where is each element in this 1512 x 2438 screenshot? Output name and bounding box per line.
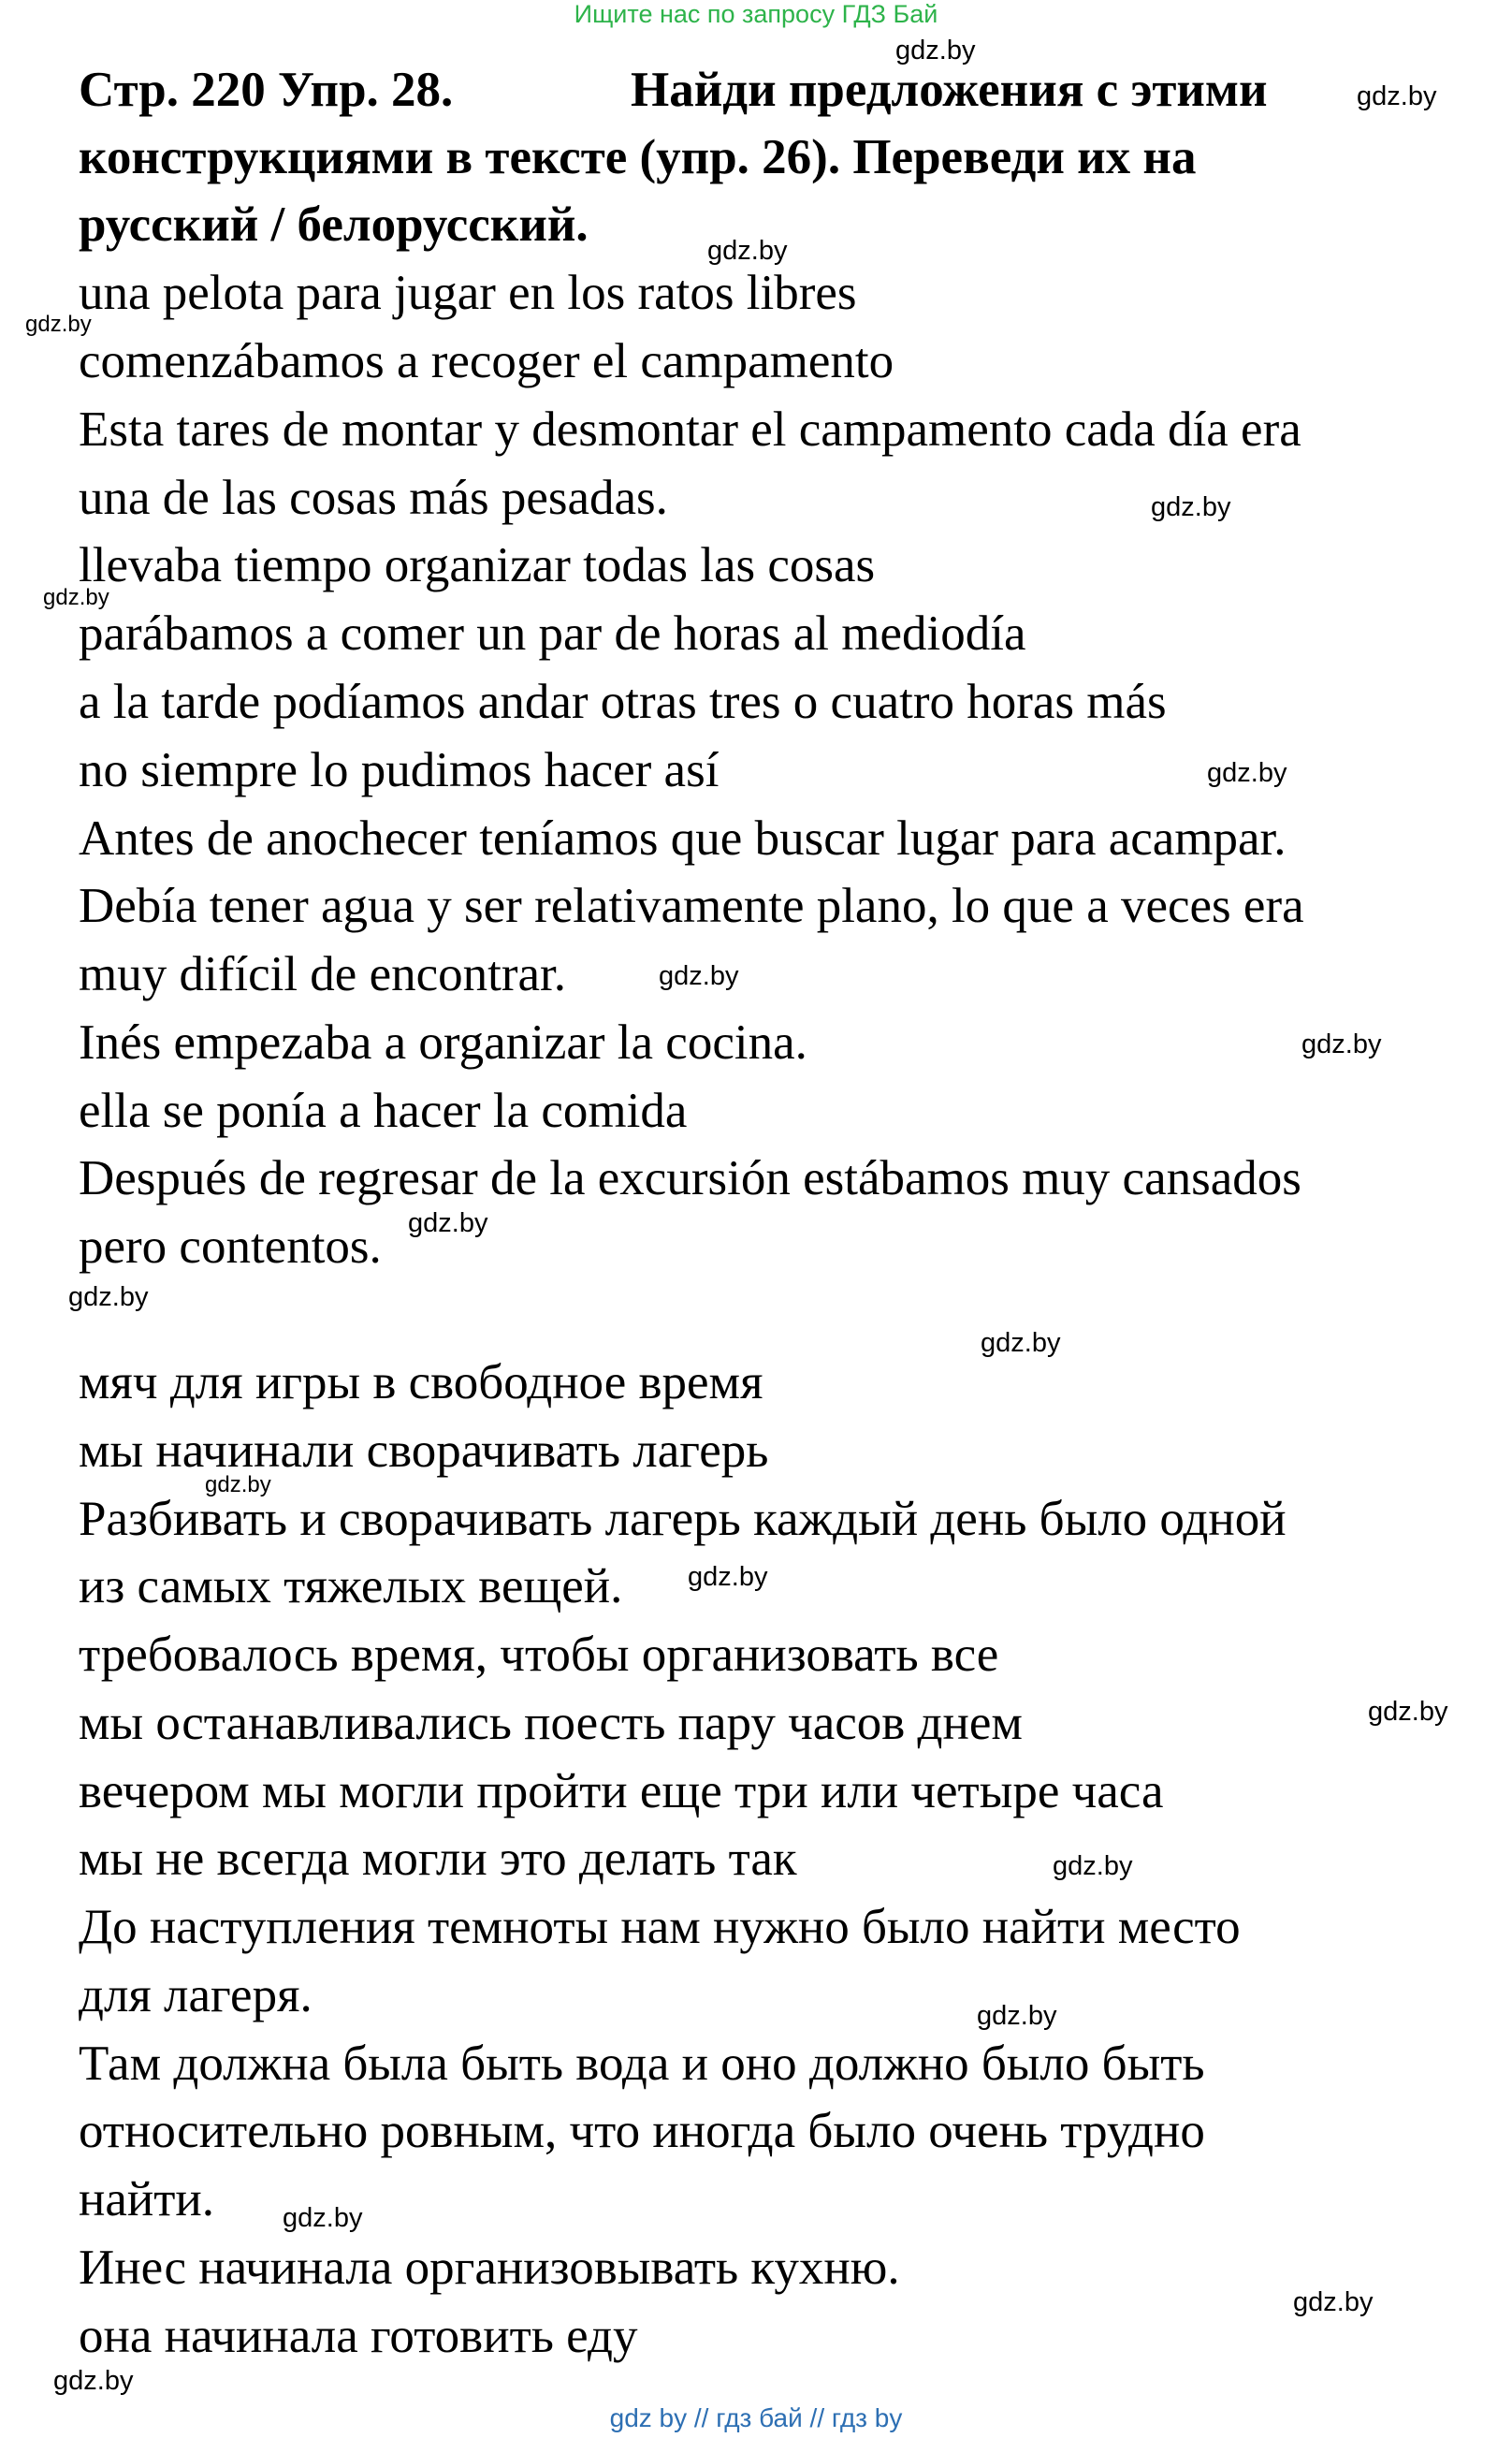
watermark: gdz.by (1357, 81, 1437, 111)
footer-links[interactable]: gdz by // гдз бай // гдз by (609, 2403, 903, 2432)
spanish-line: no siempre lo pudimos hacer así (79, 743, 720, 797)
russian-line: относительно ровным, что иногда было очень трудно (79, 2104, 1205, 2158)
watermark: gdz.by (707, 236, 788, 266)
watermark: gdz.by (1151, 492, 1231, 522)
watermark: gdz.by (977, 2001, 1057, 2031)
watermark: gdz.by (895, 36, 976, 66)
watermark: gdz.by (659, 961, 739, 991)
watermark: gdz.by (1207, 758, 1287, 788)
spanish-line: muy difícil de encontrar. (79, 947, 566, 1001)
exercise-number: Стр. 220 Упр. 28. (79, 63, 454, 117)
watermark: gdz.by (1293, 2287, 1374, 2317)
russian-line: мы останавливались поесть пару часов днем (79, 1696, 1023, 1750)
spanish-line: una de las cosas más pesadas. (79, 471, 668, 525)
watermark: gdz.by (68, 1282, 149, 1312)
watermark: gdz.by (408, 1208, 488, 1238)
watermark: gdz.by (205, 1472, 271, 1497)
watermark: gdz.by (43, 585, 109, 610)
russian-line: Инес начинала организовывать кухню. (79, 2241, 900, 2295)
spanish-line: a la tarde podíamos andar otras tres o cuatro horas más (79, 675, 1167, 729)
spanish-line: parábamos a comer un par de horas al mediodía (79, 606, 1026, 661)
spanish-line: Debía tener agua y ser relativamente plano, lo que a veces era (79, 879, 1304, 933)
spanish-line: Esta tares de montar y desmontar el campamento cada día era (79, 402, 1301, 457)
spanish-line: comenzábamos a recoger el campamento (79, 334, 894, 388)
russian-line: мы начинали сворачивать лагерь (79, 1423, 769, 1478)
watermark: gdz.by (1368, 1697, 1448, 1727)
russian-line: мы не всегда могли это делать так (79, 1832, 797, 1886)
russian-line: из самых тяжелых вещей. (79, 1559, 623, 1613)
task-text-line-3: русский / белорусский. (79, 197, 589, 252)
spanish-line: Después de regresar de la excursión estábamos muy cansados (79, 1151, 1301, 1205)
task-text-line-1: Найди предложения с этими (631, 63, 1268, 117)
watermark: gdz.by (981, 1328, 1061, 1358)
watermark: gdz.by (1301, 1029, 1382, 1059)
task-text-line-2: конструкциями в тексте (упр. 26). Переведи их на (79, 130, 1197, 184)
spanish-line: Inés empezaba a organizar la cocina. (79, 1015, 807, 1070)
top-banner[interactable]: Ищите нас по запросу ГДЗ Бай (574, 0, 938, 28)
russian-line: мяч для игры в свободное время (79, 1355, 763, 1409)
spanish-line: pero contentos. (79, 1219, 382, 1274)
exercise-header (79, 56, 1388, 258)
spanish-line: llevaba tiempo organizar todas las cosas (79, 538, 876, 592)
russian-line: она начинала готовить еду (79, 2309, 638, 2363)
watermark: gdz.by (688, 1562, 768, 1592)
spanish-line: una pelota para jugar en los ratos libres (79, 266, 857, 320)
russian-line: найти. (79, 2172, 215, 2226)
spanish-line: ella se ponía a hacer la comida (79, 1084, 688, 1138)
watermark: gdz.by (283, 2203, 363, 2233)
spanish-line: Antes de anochecer teníamos que buscar lugar para acampar. (79, 811, 1287, 866)
russian-line: вечером мы могли пройти еще три или четыре часа (79, 1764, 1164, 1818)
watermark: gdz.by (53, 2366, 134, 2396)
russian-line: требовалось время, чтобы организовать все (79, 1628, 999, 1682)
russian-line: Разбивать и сворачивать лагерь каждый день было одной (79, 1492, 1287, 1546)
russian-line: До наступления темноты нам нужно было найти место (79, 1900, 1241, 1954)
watermark: gdz.by (1053, 1851, 1133, 1881)
russian-line: для лагеря. (79, 1968, 313, 2022)
russian-line: Там должна была быть вода и оно должно было быть (79, 2037, 1205, 2091)
watermark: gdz.by (25, 312, 92, 337)
